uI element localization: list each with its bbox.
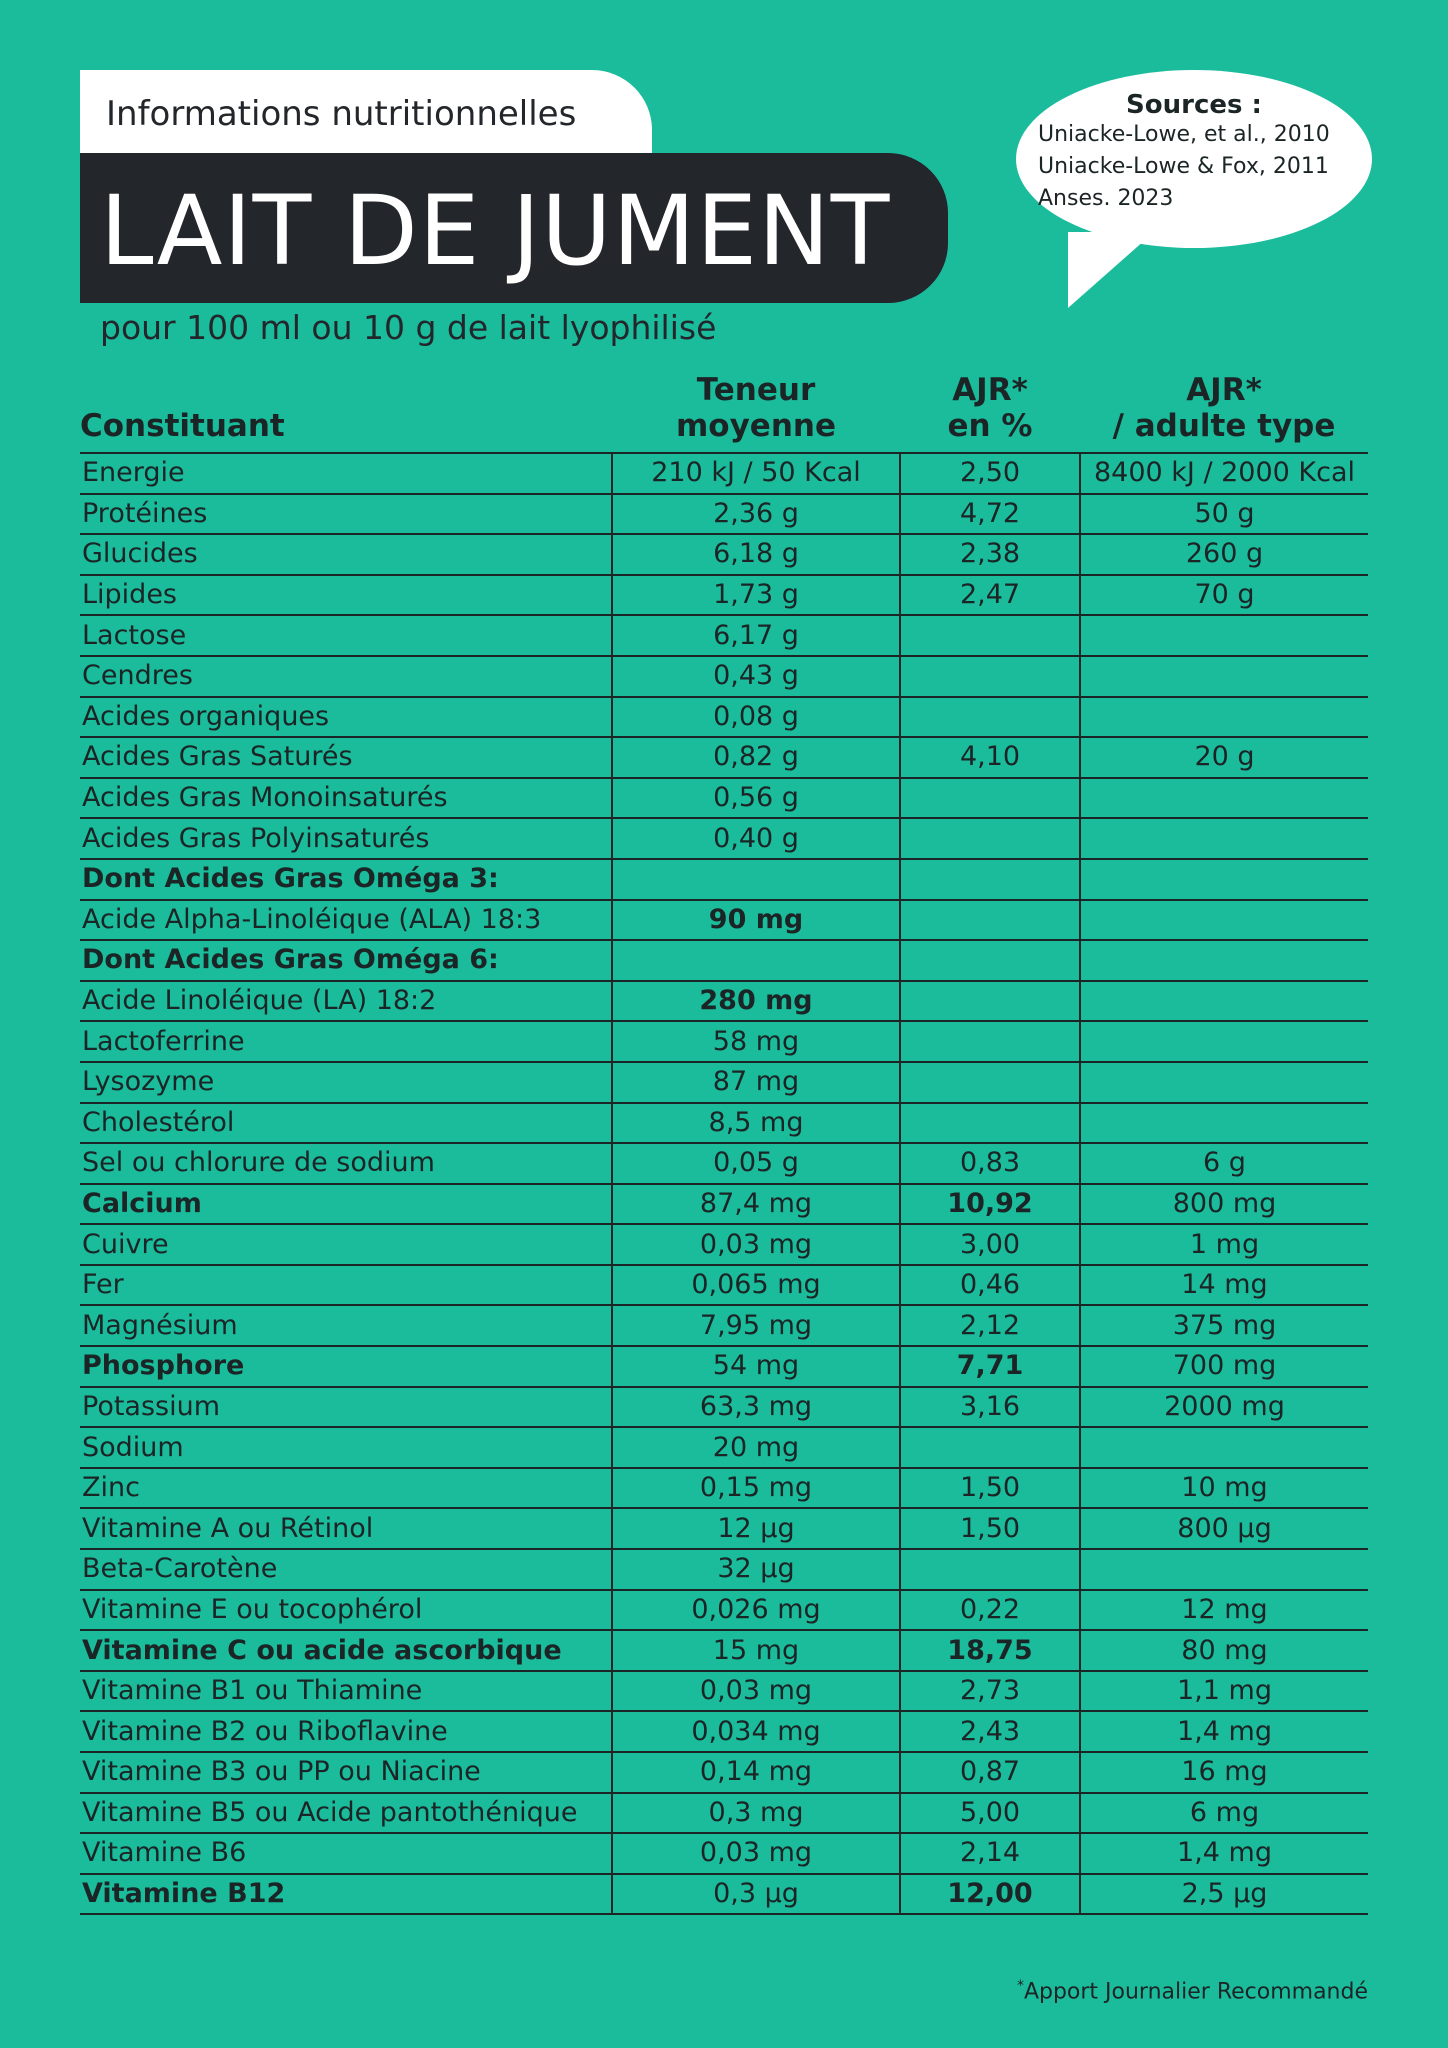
header-ajr-pct-line2: en %: [947, 408, 1033, 444]
cell-ajr-pct: 1,50: [900, 1508, 1080, 1549]
table-row: [80, 697, 1368, 738]
cell-constituant: Lactose: [80, 615, 612, 656]
table-row: [80, 1671, 1368, 1712]
cell-ajr-adulte: 2000 mg: [1080, 1387, 1368, 1428]
cell-ajr-adulte: 260 g: [1080, 534, 1368, 575]
cell-ajr-adulte: [1080, 818, 1368, 859]
cell-ajr-adulte: 1,1 mg: [1080, 1671, 1368, 1712]
cell-ajr-pct: 2,43: [900, 1711, 1080, 1752]
cell-teneur: 0,026 mg: [612, 1590, 900, 1631]
header-teneur-line2: moyenne: [676, 408, 836, 444]
cell-teneur: 1,73 g: [612, 575, 900, 616]
cell-teneur: 8,5 mg: [612, 1103, 900, 1144]
header-tab: [80, 70, 652, 158]
cell-teneur: 20 mg: [612, 1427, 900, 1468]
sources-bubble-tail: [1068, 232, 1154, 308]
cell-constituant: Acides Gras Monoinsaturés: [80, 778, 612, 819]
page-title: LAIT DE JUMENT: [100, 175, 891, 287]
cell-ajr-adulte: 14 mg: [1080, 1265, 1368, 1306]
page-subtitle: pour 100 ml ou 10 g de lait lyophilisé: [100, 308, 717, 347]
cell-ajr-adulte: [1080, 1549, 1368, 1590]
table-row: [80, 1508, 1368, 1549]
cell-ajr-pct: 18,75: [900, 1630, 1080, 1671]
cell-ajr-pct: [900, 1427, 1080, 1468]
cell-ajr-pct: [900, 940, 1080, 981]
table-row: [80, 1833, 1368, 1874]
table-row: [80, 1630, 1368, 1671]
cell-constituant: Zinc: [80, 1468, 612, 1509]
cell-ajr-pct: 7,71: [900, 1346, 1080, 1387]
cell-ajr-pct: 12,00: [900, 1874, 1080, 1915]
cell-teneur: 0,034 mg: [612, 1711, 900, 1752]
cell-ajr-adulte: 70 g: [1080, 575, 1368, 616]
cell-ajr-adulte: 20 g: [1080, 737, 1368, 778]
cell-constituant: Dont Acides Gras Oméga 3:: [80, 859, 612, 900]
cell-teneur: 210 kJ / 50 Kcal: [612, 453, 900, 494]
cell-constituant: Cuivre: [80, 1224, 612, 1265]
table-row: [80, 1021, 1368, 1062]
table-row: [80, 737, 1368, 778]
table-row: [80, 940, 1368, 981]
table-row: [80, 1265, 1368, 1306]
cell-ajr-pct: [900, 615, 1080, 656]
header-ajr-pct-line1: AJR*: [952, 372, 1028, 408]
cell-ajr-pct: 0,87: [900, 1752, 1080, 1793]
cell-constituant: Energie: [80, 453, 612, 494]
cell-ajr-adulte: 50 g: [1080, 494, 1368, 535]
cell-ajr-pct: 2,38: [900, 534, 1080, 575]
table-row: [80, 1305, 1368, 1346]
cell-ajr-adulte: 6 g: [1080, 1143, 1368, 1184]
cell-teneur: 280 mg: [612, 981, 900, 1022]
cell-teneur: 0,3 mg: [612, 1793, 900, 1834]
cell-constituant: Acides Gras Saturés: [80, 737, 612, 778]
cell-constituant: Sel ou chlorure de sodium: [80, 1143, 612, 1184]
cell-ajr-pct: 10,92: [900, 1184, 1080, 1225]
cell-ajr-pct: [900, 1103, 1080, 1144]
table-row: [80, 534, 1368, 575]
cell-ajr-adulte: [1080, 1021, 1368, 1062]
cell-ajr-pct: 2,50: [900, 453, 1080, 494]
cell-teneur: 0,56 g: [612, 778, 900, 819]
cell-ajr-adulte: 800 µg: [1080, 1508, 1368, 1549]
table-row: [80, 1387, 1368, 1428]
cell-teneur: 6,18 g: [612, 534, 900, 575]
cell-teneur: 12 µg: [612, 1508, 900, 1549]
cell-ajr-pct: [900, 1062, 1080, 1103]
cell-ajr-adulte: 375 mg: [1080, 1305, 1368, 1346]
cell-constituant: Sodium: [80, 1427, 612, 1468]
cell-ajr-pct: 0,46: [900, 1265, 1080, 1306]
cell-ajr-adulte: 800 mg: [1080, 1184, 1368, 1225]
table-row: [80, 1427, 1368, 1468]
cell-ajr-adulte: [1080, 1103, 1368, 1144]
cell-constituant: Cholestérol: [80, 1103, 612, 1144]
cell-ajr-pct: 2,73: [900, 1671, 1080, 1712]
cell-ajr-adulte: 1 mg: [1080, 1224, 1368, 1265]
table-row: [80, 1103, 1368, 1144]
cell-constituant: Acides organiques: [80, 697, 612, 738]
header-tab-label: Informations nutritionnelles: [106, 94, 577, 134]
footnote: [1017, 1978, 1368, 2004]
cell-constituant: Acides Gras Polyinsaturés: [80, 818, 612, 859]
cell-teneur: 0,82 g: [612, 737, 900, 778]
cell-ajr-pct: [900, 818, 1080, 859]
cell-ajr-adulte: 1,4 mg: [1080, 1833, 1368, 1874]
header-teneur: [612, 372, 900, 444]
cell-constituant: Vitamine B3 ou PP ou Niacine: [80, 1752, 612, 1793]
cell-ajr-pct: 3,16: [900, 1387, 1080, 1428]
cell-constituant: Vitamine E ou tocophérol: [80, 1590, 612, 1631]
cell-teneur: 2,36 g: [612, 494, 900, 535]
cell-teneur: 32 µg: [612, 1549, 900, 1590]
cell-ajr-pct: 1,50: [900, 1468, 1080, 1509]
header-ajr-adulte: [1080, 372, 1368, 444]
cell-ajr-pct: 2,47: [900, 575, 1080, 616]
header-teneur-line1: Teneur: [696, 372, 816, 408]
cell-teneur: 0,08 g: [612, 697, 900, 738]
cell-ajr-adulte: [1080, 697, 1368, 738]
table-row: [80, 1590, 1368, 1631]
cell-ajr-pct: [900, 859, 1080, 900]
cell-teneur: 0,40 g: [612, 818, 900, 859]
cell-ajr-adulte: [1080, 981, 1368, 1022]
header-ajr-adulte-line1: AJR*: [1186, 372, 1262, 408]
cell-constituant: Lactoferrine: [80, 1021, 612, 1062]
cell-constituant: Vitamine B5 ou Acide pantothénique: [80, 1793, 612, 1834]
cell-constituant: Cendres: [80, 656, 612, 697]
cell-ajr-adulte: 12 mg: [1080, 1590, 1368, 1631]
table-header: [80, 366, 1368, 452]
cell-ajr-pct: 2,14: [900, 1833, 1080, 1874]
table-row: [80, 1224, 1368, 1265]
cell-ajr-adulte: 8400 kJ / 2000 Kcal: [1080, 453, 1368, 494]
cell-ajr-pct: 0,83: [900, 1143, 1080, 1184]
cell-ajr-adulte: 6 mg: [1080, 1793, 1368, 1834]
table-row: [80, 778, 1368, 819]
sources-title: Sources :: [1126, 90, 1262, 120]
source-line: Uniacke-Lowe, et al., 2010: [1038, 122, 1330, 147]
table-row: [80, 494, 1368, 535]
cell-ajr-adulte: 2,5 µg: [1080, 1874, 1368, 1915]
cell-teneur: 0,065 mg: [612, 1265, 900, 1306]
cell-constituant: Vitamine B2 ou Riboflavine: [80, 1711, 612, 1752]
footnote-mark: *: [1016, 1978, 1024, 1994]
cell-constituant: Acide Linoléique (LA) 18:2: [80, 981, 612, 1022]
cell-teneur: 0,03 mg: [612, 1671, 900, 1712]
table-row: [80, 575, 1368, 616]
cell-teneur: 0,03 mg: [612, 1224, 900, 1265]
table-row: [80, 1468, 1368, 1509]
cell-ajr-pct: [900, 656, 1080, 697]
cell-ajr-adulte: [1080, 859, 1368, 900]
cell-teneur: 0,15 mg: [612, 1468, 900, 1509]
cell-ajr-pct: 4,72: [900, 494, 1080, 535]
cell-ajr-pct: 5,00: [900, 1793, 1080, 1834]
cell-teneur: 0,03 mg: [612, 1833, 900, 1874]
cell-constituant: Vitamine B1 ou Thiamine: [80, 1671, 612, 1712]
cell-teneur: 0,3 µg: [612, 1874, 900, 1915]
cell-constituant: Vitamine B6: [80, 1833, 612, 1874]
cell-constituant: Dont Acides Gras Oméga 6:: [80, 940, 612, 981]
cell-ajr-pct: 2,12: [900, 1305, 1080, 1346]
table-row: [80, 453, 1368, 494]
cell-ajr-pct: 0,22: [900, 1590, 1080, 1631]
cell-teneur: 63,3 mg: [612, 1387, 900, 1428]
cell-ajr-adulte: 80 mg: [1080, 1630, 1368, 1671]
cell-ajr-pct: [900, 1549, 1080, 1590]
cell-ajr-adulte: [1080, 940, 1368, 981]
cell-ajr-pct: [900, 778, 1080, 819]
cell-teneur: 54 mg: [612, 1346, 900, 1387]
title-bar: [80, 153, 948, 303]
cell-constituant: Acide Alpha-Linoléique (ALA) 18:3: [80, 900, 612, 941]
cell-constituant: Protéines: [80, 494, 612, 535]
cell-teneur: 58 mg: [612, 1021, 900, 1062]
cell-ajr-adulte: [1080, 615, 1368, 656]
sources-bubble: [1016, 70, 1372, 248]
source-line: Uniacke-Lowe & Fox, 2011: [1038, 154, 1329, 179]
cell-constituant: Phosphore: [80, 1346, 612, 1387]
table-row: [80, 1874, 1368, 1915]
table-row: [80, 859, 1368, 900]
footnote-text: Apport Journalier Recommandé: [1023, 1979, 1368, 2005]
cell-ajr-adulte: 1,4 mg: [1080, 1711, 1368, 1752]
cell-constituant: Calcium: [80, 1184, 612, 1225]
cell-teneur: 15 mg: [612, 1630, 900, 1671]
table-row: [80, 1711, 1368, 1752]
cell-ajr-pct: [900, 697, 1080, 738]
cell-teneur: 0,14 mg: [612, 1752, 900, 1793]
cell-ajr-adulte: [1080, 656, 1368, 697]
cell-teneur: [612, 940, 900, 981]
cell-ajr-adulte: [1080, 900, 1368, 941]
header-constituant: Constituant: [80, 408, 285, 444]
table-row: [80, 1549, 1368, 1590]
cell-teneur: 87 mg: [612, 1062, 900, 1103]
table-row: [80, 1184, 1368, 1225]
cell-teneur: [612, 859, 900, 900]
cell-constituant: Vitamine A ou Rétinol: [80, 1508, 612, 1549]
cell-constituant: Vitamine C ou acide ascorbique: [80, 1630, 612, 1671]
cell-teneur: 6,17 g: [612, 615, 900, 656]
nutrition-table: [80, 452, 1368, 1915]
cell-teneur: 0,43 g: [612, 656, 900, 697]
cell-constituant: Magnésium: [80, 1305, 612, 1346]
cell-ajr-pct: [900, 1021, 1080, 1062]
table-row: [80, 1143, 1368, 1184]
table-row: [80, 1752, 1368, 1793]
cell-ajr-adulte: [1080, 1062, 1368, 1103]
cell-constituant: Fer: [80, 1265, 612, 1306]
table-row: [80, 615, 1368, 656]
cell-ajr-adulte: 700 mg: [1080, 1346, 1368, 1387]
source-line: Anses. 2023: [1038, 186, 1174, 211]
table-row: [80, 1062, 1368, 1103]
cell-constituant: Beta-Carotène: [80, 1549, 612, 1590]
cell-ajr-adulte: 10 mg: [1080, 1468, 1368, 1509]
cell-constituant: Lipides: [80, 575, 612, 616]
cell-ajr-adulte: [1080, 778, 1368, 819]
table-row: [80, 981, 1368, 1022]
cell-ajr-adulte: [1080, 1427, 1368, 1468]
cell-teneur: 0,05 g: [612, 1143, 900, 1184]
cell-teneur: 87,4 mg: [612, 1184, 900, 1225]
header-ajr-adulte-line2: / adulte type: [1112, 408, 1336, 444]
cell-constituant: Potassium: [80, 1387, 612, 1428]
table-row: [80, 1346, 1368, 1387]
cell-ajr-pct: [900, 900, 1080, 941]
table-row: [80, 656, 1368, 697]
cell-teneur: 7,95 mg: [612, 1305, 900, 1346]
cell-teneur: 90 mg: [612, 900, 900, 941]
cell-ajr-pct: 4,10: [900, 737, 1080, 778]
cell-ajr-pct: [900, 981, 1080, 1022]
table-row: [80, 818, 1368, 859]
table-row: [80, 1793, 1368, 1834]
cell-constituant: Vitamine B12: [80, 1874, 612, 1915]
cell-ajr-adulte: 16 mg: [1080, 1752, 1368, 1793]
header-ajr-pct: [900, 372, 1080, 444]
table-row: [80, 900, 1368, 941]
cell-constituant: Glucides: [80, 534, 612, 575]
cell-constituant: Lysozyme: [80, 1062, 612, 1103]
cell-ajr-pct: 3,00: [900, 1224, 1080, 1265]
